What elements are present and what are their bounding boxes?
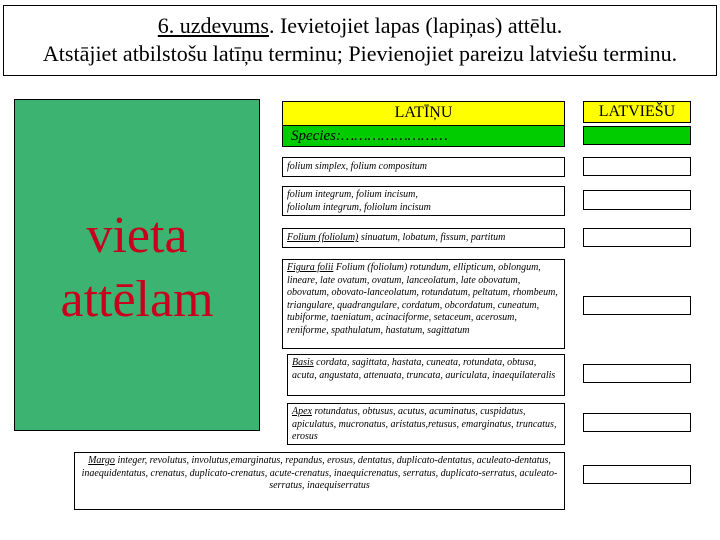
answer-field-7[interactable] <box>583 465 691 484</box>
row-margo: Margo integer, revolutus, involutus,emarginatus, repandus, erosus, dentatus, duplicato-dentatus, aculeato-dentatus, inaequidentatus, crenatus, duplicato-crenatus, acute-crenatus, inaequicrenatus, serratus, duplicato-serratus, aculeato-serratus, inaequiserratus <box>74 452 565 510</box>
answer-field-6[interactable] <box>583 413 691 432</box>
answer-field-3[interactable] <box>583 228 691 247</box>
row-apex: Apex rotundatus, obtusus, acutus, acuminatus, cuspidatus, apiculatus, mucronatus, aristatus,retusus, emarginatus, truncatus, erosus <box>287 403 565 445</box>
task-number: 6. uzdevums <box>157 13 269 38</box>
answer-field-1[interactable] <box>583 157 691 176</box>
image-placeholder[interactable] <box>14 99 260 431</box>
placeholder-text: vieta attēlam <box>60 207 214 328</box>
latin-header: LATĪŅU <box>282 101 565 125</box>
latvian-header: LATVIEŠU <box>583 101 691 123</box>
row-figura: Figura folii Folium (foliolum) rotundum, ellipticum, oblongum, lineare, late ovatum, ovatum, lanceolatum, late obovatum, obovatum, obovato-lanceolatum, rotundatum, peltatum, rhombeum, triangulare, quadrangulare, cordatum, obcordatum, cuneatum, tubiforme, taeniatum, acinaciforme, setaceum, acerosum, reniforme, spathulatum, hastatum, sagittatum <box>282 259 565 349</box>
task-line1: . Ievietojiet lapas (lapiņas) attēlu. <box>268 13 563 38</box>
answer-field-5[interactable] <box>583 364 691 383</box>
species-field[interactable]: Species:…………………… <box>282 125 565 147</box>
row-simplex: folium simplex, folium compositum <box>282 157 565 177</box>
row-integrum: folium integrum, folium incisum, foliolum integrum, foliolum incisum <box>282 186 565 216</box>
row-sinuatum: Folium (foliolum) sinuatum, lobatum, fissum, partitum <box>282 228 565 248</box>
task-title <box>3 5 717 76</box>
latvian-species-field[interactable] <box>583 126 691 145</box>
answer-field-4[interactable] <box>583 296 691 315</box>
row-basis: Basis cordata, sagittata, hastata, cuneata, rotundata, obtusa, acuta, angustata, attenuata, truncata, auriculata, inaequilateralis <box>287 354 565 396</box>
task-line2: Atstājiet atbilstošu latīņu terminu; Pievienojiet pareizu latviešu terminu. <box>42 41 678 66</box>
answer-field-2[interactable] <box>583 190 691 210</box>
